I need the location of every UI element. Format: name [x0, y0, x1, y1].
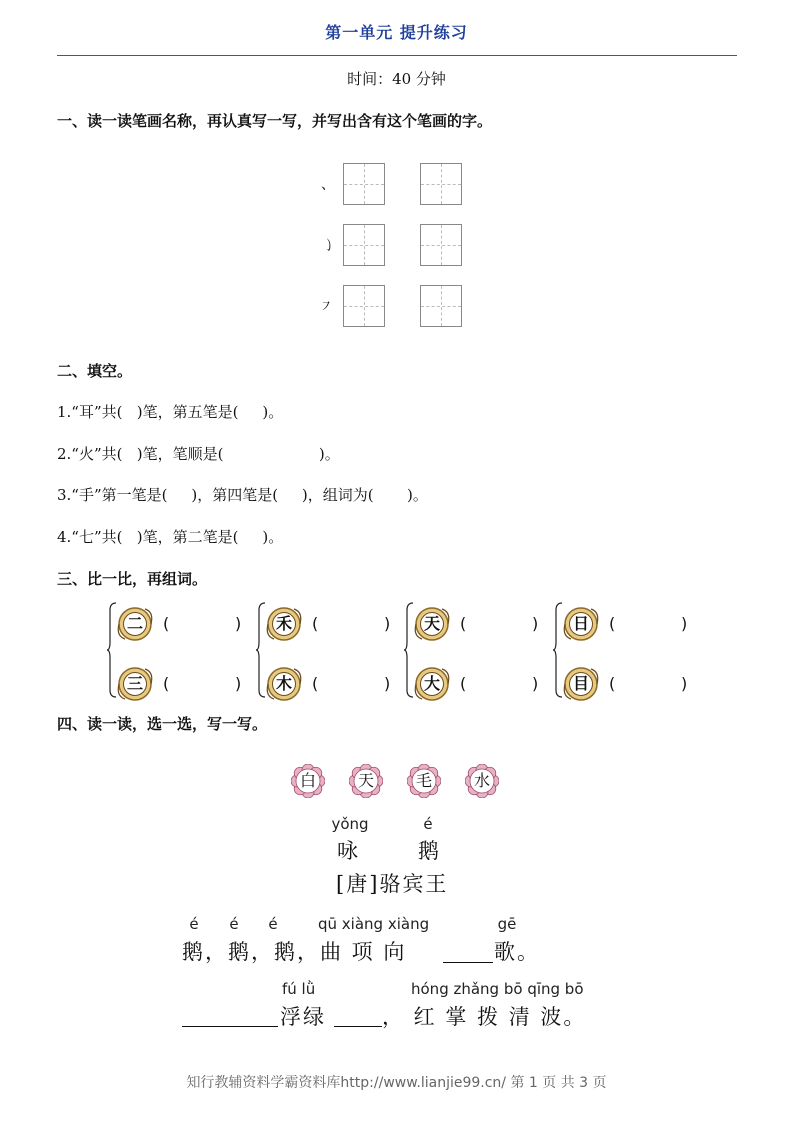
answer-paren-close: ): [384, 674, 391, 693]
writing-grid[interactable]: [420, 285, 462, 327]
poem-line-1b: 曲 项 向: [320, 940, 407, 964]
answer-paren-open: (: [163, 674, 170, 693]
answer-paren-close: ): [235, 614, 242, 633]
time-limit: 时间：40 分钟: [347, 70, 446, 88]
compare-char: 三: [126, 674, 143, 693]
answer-paren-close: ): [681, 614, 688, 633]
answer-slot[interactable]: [619, 612, 679, 634]
answer-paren-open: (: [609, 674, 616, 693]
pinyin-e: é: [229, 915, 239, 933]
word-option[interactable]: 毛: [415, 771, 432, 790]
section-2-heading: 二、填空。: [57, 362, 133, 380]
writing-grid[interactable]: [420, 224, 462, 266]
answer-paren-open: (: [312, 614, 319, 633]
compare-char: 木: [275, 674, 292, 693]
answer-paren-close: ): [681, 674, 688, 693]
curly-brace-icon: [404, 602, 414, 698]
poem-line-2a: 浮绿: [280, 1005, 326, 1029]
section-1-heading: 一、读一读笔画名称，再认真写一写，并写出含有这个笔画的字。: [57, 112, 493, 130]
writing-grid[interactable]: [343, 163, 385, 205]
writing-grid[interactable]: [343, 285, 385, 327]
answer-slot[interactable]: [470, 672, 530, 694]
pinyin-fu-lu: fú lǜ: [282, 980, 316, 998]
page-title: 第一单元 提升练习: [325, 23, 468, 42]
answer-paren-close: ): [235, 674, 242, 693]
answer-slot[interactable]: [619, 672, 679, 694]
compare-char: 目: [572, 674, 589, 693]
page-footer: 知行教辅资料学霸资料库http://www.lianjie99.cn/ 第 1 页 共 3 页: [186, 1075, 607, 1091]
answer-slot[interactable]: [322, 612, 382, 634]
poem-title-char: 鹅: [418, 839, 441, 863]
answer-paren-open: (: [163, 614, 170, 633]
writing-grid[interactable]: [420, 163, 462, 205]
curly-brace-icon: [256, 602, 266, 698]
answer-slot[interactable]: [173, 612, 233, 634]
answer-slot[interactable]: [470, 612, 530, 634]
compare-char: 大: [423, 674, 440, 693]
stroke-hengzhegou: ㇇: [319, 299, 333, 315]
poem-line-1a: 鹅，鹅，鹅，: [182, 940, 320, 964]
fill-question-1: 1.“耳”共( )笔，第五笔是( )。: [57, 403, 284, 421]
pinyin-e: é: [189, 915, 199, 933]
stroke-wangou: ㇁: [321, 238, 335, 254]
compare-char: 二: [126, 614, 143, 633]
poem-line-2b: ， 红 掌 拨 清 波。: [382, 1005, 587, 1029]
answer-blank[interactable]: [182, 1026, 278, 1027]
poem-line-1c: 歌。: [494, 940, 540, 964]
answer-paren-close: ): [532, 614, 539, 633]
answer-blank[interactable]: [443, 962, 493, 963]
writing-grid[interactable]: [343, 224, 385, 266]
answer-slot[interactable]: [173, 672, 233, 694]
header-divider: [57, 55, 737, 56]
fill-question-3: 3.“手”第一笔是( )，第四笔是( )，组词为( )。: [57, 486, 428, 504]
pinyin-ge: gē: [497, 915, 517, 933]
compare-char: 日: [572, 614, 589, 633]
answer-paren-open: (: [312, 674, 319, 693]
curly-brace-icon: [107, 602, 117, 698]
stroke-dian: 、: [321, 177, 335, 193]
pinyin-e: é: [423, 815, 433, 833]
pinyin-e: é: [268, 915, 278, 933]
pinyin-yong: yǒng: [331, 815, 369, 833]
pinyin-hong-zhang-bo-qing-bo: hóng zhǎng bō qīng bō: [411, 980, 584, 998]
curly-brace-icon: [553, 602, 563, 698]
word-option[interactable]: 天: [357, 771, 374, 790]
answer-paren-close: ): [384, 614, 391, 633]
answer-paren-open: (: [460, 674, 467, 693]
fill-question-2: 2.“火”共( )笔，笔顺是( )。: [57, 445, 340, 463]
answer-paren-close: ): [532, 674, 539, 693]
pinyin-qu-xiang-xiang: qū xiàng xiàng: [318, 915, 430, 933]
answer-paren-open: (: [609, 614, 616, 633]
word-option[interactable]: 水: [473, 771, 490, 790]
poem-author: [唐]骆宾王: [336, 872, 449, 896]
compare-char: 天: [423, 614, 440, 633]
answer-paren-open: (: [460, 614, 467, 633]
section-3-heading: 三、比一比，再组词。: [57, 570, 208, 588]
compare-char: 禾: [275, 614, 292, 633]
fill-question-4: 4.“七”共( )笔，第二笔是( )。: [57, 528, 284, 546]
section-4-heading: 四、读一读，选一选，写一写。: [57, 715, 268, 733]
answer-slot[interactable]: [322, 672, 382, 694]
word-option[interactable]: 白: [299, 771, 316, 790]
poem-title-char: 咏: [337, 839, 360, 863]
answer-blank[interactable]: [334, 1026, 382, 1027]
